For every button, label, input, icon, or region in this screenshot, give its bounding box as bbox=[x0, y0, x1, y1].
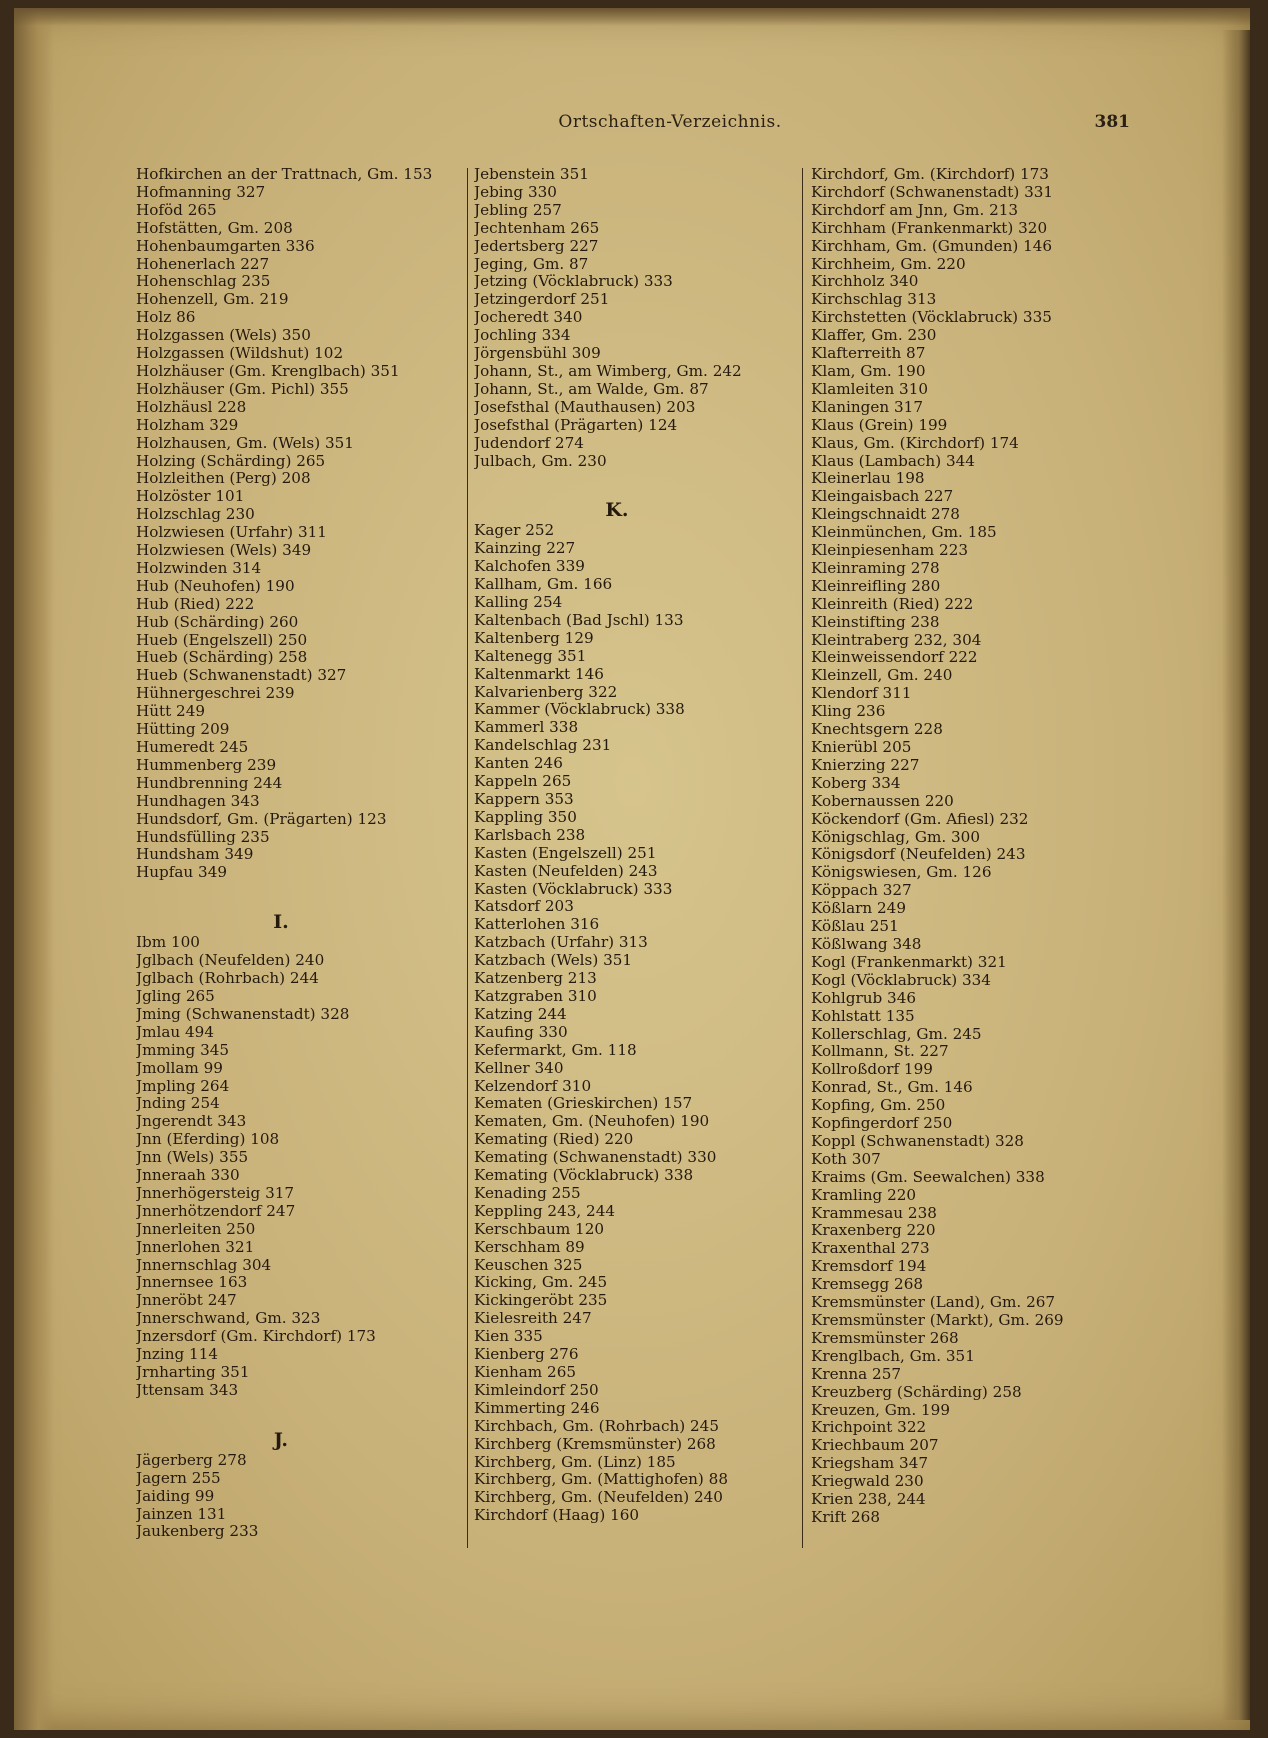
index-entry: Kogl (Frankenmarkt) 321 bbox=[811, 953, 1007, 971]
index-entry: Holz 86 bbox=[136, 309, 196, 327]
index-entry: Kammerl 338 bbox=[474, 719, 579, 737]
index-entry: Jeging, Gm. 87 bbox=[474, 255, 589, 273]
index-entry: Hupfau 349 bbox=[136, 864, 228, 882]
index-entry: Kammer (Vöcklabruck) 338 bbox=[474, 701, 685, 719]
index-entry: Kollerschlag, Gm. 245 bbox=[811, 1025, 982, 1043]
index-entry: Jaiding 99 bbox=[136, 1487, 215, 1505]
index-entry: Kleinraming 278 bbox=[811, 559, 940, 577]
index-entry: Hub (Schärding) 260 bbox=[136, 613, 299, 631]
index-entry: Holzhäuser (Gm. Pichl) 355 bbox=[136, 380, 349, 398]
index-entry: Hueb (Engelszell) 250 bbox=[136, 631, 308, 649]
index-entry: Kicking, Gm. 245 bbox=[474, 1274, 608, 1292]
index-entry: Jnnerhötzendorf 247 bbox=[136, 1202, 296, 1220]
index-entry: Krammesau 238 bbox=[811, 1204, 937, 1222]
index-entry: Kleingaisbach 227 bbox=[811, 488, 954, 506]
index-entry: Kirchdorf (Schwanenstadt) 331 bbox=[811, 183, 1054, 201]
index-entry: Holzgassen (Wels) 350 bbox=[136, 327, 311, 345]
index-entry: Kleinstifting 238 bbox=[811, 613, 940, 631]
index-entry: Kößlwang 348 bbox=[811, 935, 922, 953]
index-entry: Hohenschlag 235 bbox=[136, 273, 271, 291]
index-entry: Kramling 220 bbox=[811, 1186, 917, 1204]
index-entry: Jnneraah 330 bbox=[136, 1167, 240, 1185]
index-entry: Holzwiesen (Urfahr) 311 bbox=[136, 524, 327, 542]
index-entry: Königsdorf (Neufelden) 243 bbox=[811, 846, 1026, 864]
index-entry: Jttensam 343 bbox=[136, 1381, 239, 1399]
index-entry: Keppling 243, 244 bbox=[474, 1202, 616, 1220]
index-entry: Jnn (Wels) 355 bbox=[136, 1149, 249, 1167]
index-entry: Kleinreith (Ried) 222 bbox=[811, 595, 974, 613]
index-entry: Holzschlag 230 bbox=[136, 506, 255, 524]
index-entry: Köckendorf (Gm. Afiesl) 232 bbox=[811, 810, 1029, 828]
index-entry: Jnzersdorf (Gm. Kirchdorf) 173 bbox=[136, 1328, 376, 1346]
index-entry: Kalling 254 bbox=[474, 594, 563, 612]
index-entry: Kleinreifling 280 bbox=[811, 577, 941, 595]
index-entry: Klaus (Lambach) 344 bbox=[811, 452, 975, 470]
index-entry: Kemating (Ried) 220 bbox=[474, 1131, 634, 1149]
index-entry: Krien 238, 244 bbox=[811, 1491, 926, 1509]
index-entry: Koberg 334 bbox=[811, 774, 901, 792]
index-entry: Kerschbaum 120 bbox=[474, 1220, 605, 1238]
index-entry: Kallham, Gm. 166 bbox=[474, 576, 613, 594]
index-entry: Kremsmünster (Land), Gm. 267 bbox=[811, 1294, 1056, 1312]
index-entry: Hofstätten, Gm. 208 bbox=[136, 219, 293, 237]
index-entry: Klaus (Grein) 199 bbox=[811, 416, 948, 434]
index-entry: Josefsthal (Prägarten) 124 bbox=[474, 416, 678, 434]
index-entry: Krenglbach, Gm. 351 bbox=[811, 1347, 975, 1365]
index-entry: Kaltenmarkt 146 bbox=[474, 665, 604, 683]
index-entry: Kremsdorf 194 bbox=[811, 1258, 927, 1276]
index-entry: Kremsegg 268 bbox=[811, 1276, 924, 1294]
index-entry: Hundsfülling 235 bbox=[136, 828, 270, 846]
index-entry: Kollroßdorf 199 bbox=[811, 1061, 933, 1079]
index-entry: Judendorf 274 bbox=[474, 434, 584, 452]
index-entry: Jmming 345 bbox=[136, 1041, 230, 1059]
index-entry: Klaningen 317 bbox=[811, 398, 923, 416]
index-entry: Katzing 244 bbox=[474, 1005, 567, 1023]
index-entry: Holzwinden 314 bbox=[136, 559, 262, 577]
index-entry: Jmpling 264 bbox=[136, 1077, 230, 1095]
section-gap bbox=[136, 1400, 466, 1420]
index-entry: Kimmerting 246 bbox=[474, 1399, 600, 1417]
index-entry: Kleinweissendorf 222 bbox=[811, 649, 978, 667]
index-entry: Jägerberg 278 bbox=[136, 1451, 247, 1469]
index-entry: Kenading 255 bbox=[474, 1184, 581, 1202]
index-entry: Kirchham (Frankenmarkt) 320 bbox=[811, 219, 1048, 237]
index-entry: Hub (Ried) 222 bbox=[136, 595, 255, 613]
index-entry: Kleinmünchen, Gm. 185 bbox=[811, 524, 997, 542]
index-entry: Kematen (Grieskirchen) 157 bbox=[474, 1095, 693, 1113]
index-entry: Jnnernsee 163 bbox=[136, 1274, 248, 1292]
section-letter-heading: I. bbox=[273, 911, 289, 934]
index-entry: Jngerendt 343 bbox=[136, 1113, 247, 1131]
index-entry: Jnnerleiten 250 bbox=[136, 1220, 256, 1238]
section-gap bbox=[136, 882, 466, 902]
index-entry: Königswiesen, Gm. 126 bbox=[811, 864, 992, 882]
index-entry: Jnneröbt 247 bbox=[136, 1292, 237, 1310]
index-entry: Jnnerschwand, Gm. 323 bbox=[136, 1310, 321, 1328]
index-entry: Jörgensbühl 309 bbox=[474, 345, 601, 363]
index-entry: Kraims (Gm. Seewalchen) 338 bbox=[811, 1168, 1045, 1186]
index-entry: Kohlgrub 346 bbox=[811, 989, 917, 1007]
index-entry: Kielesreith 247 bbox=[474, 1310, 592, 1328]
index-entry: Kopfing, Gm. 250 bbox=[811, 1097, 946, 1115]
index-entry: Kandelschlag 231 bbox=[474, 737, 612, 755]
index-entry: Holzleithen (Perg) 208 bbox=[136, 470, 311, 488]
index-entry: Kriegwald 230 bbox=[811, 1473, 924, 1491]
index-entry: Hundhagen 343 bbox=[136, 792, 260, 810]
section-letter-heading: J. bbox=[273, 1428, 289, 1451]
index-entry: Hühnergeschrei 239 bbox=[136, 685, 295, 703]
index-entry: Kreuzberg (Schärding) 258 bbox=[811, 1383, 1022, 1401]
index-entry: Kalvarienberg 322 bbox=[474, 683, 618, 701]
index-entry: Jetzingerdorf 251 bbox=[474, 291, 610, 309]
index-entry: Kopfingerdorf 250 bbox=[811, 1115, 953, 1133]
index-entry: Hueb (Schärding) 258 bbox=[136, 649, 308, 667]
index-entry: Kirchschlag 313 bbox=[811, 291, 937, 309]
index-entry: Kaltenegg 351 bbox=[474, 647, 587, 665]
index-entry: Hofkirchen an der Trattnach, Gm. 153 bbox=[136, 166, 433, 183]
index-entry: Holzhäusl 228 bbox=[136, 398, 247, 416]
index-entry: Holzing (Schärding) 265 bbox=[136, 452, 326, 470]
index-entry: Kleinerlau 198 bbox=[811, 470, 925, 488]
index-entry: Hundsham 349 bbox=[136, 846, 254, 864]
index-entry: Kremsmünster 268 bbox=[811, 1329, 959, 1347]
index-entry: Jnnerlohen 321 bbox=[136, 1238, 255, 1256]
index-entry: Jagern 255 bbox=[136, 1469, 221, 1487]
index-entry: Johann, St., am Walde, Gm. 87 bbox=[474, 380, 709, 398]
index-column-2 bbox=[474, 166, 800, 1525]
index-entry: Kirchham, Gm. (Gmunden) 146 bbox=[811, 237, 1053, 255]
index-entry: Humeredt 245 bbox=[136, 739, 249, 756]
index-entry: Hohenerlach 227 bbox=[136, 255, 270, 273]
index-entry: Kirchberg, Gm. (Mattighofen) 88 bbox=[474, 1471, 728, 1489]
index-entry: Kaltenberg 129 bbox=[474, 629, 594, 647]
index-entry: Jebenstein 351 bbox=[474, 166, 589, 183]
index-entry: Hütt 249 bbox=[136, 703, 206, 721]
index-entry: Kemating (Schwanenstadt) 330 bbox=[474, 1149, 717, 1167]
index-entry: Kraxenberg 220 bbox=[811, 1222, 936, 1240]
index-entry: Holzgassen (Wildshut) 102 bbox=[136, 345, 344, 363]
index-entry: Kirchholz 340 bbox=[811, 273, 919, 291]
index-entry: Kienham 265 bbox=[474, 1364, 577, 1381]
index-entry: Ibm 100 bbox=[136, 934, 200, 952]
index-entry: Kirchstetten (Vöcklabruck) 335 bbox=[811, 309, 1052, 327]
index-entry: Kleintraberg 232, 304 bbox=[811, 631, 982, 649]
index-entry: Jaukenberg 233 bbox=[136, 1523, 259, 1541]
index-entry: Knechtsgern 228 bbox=[811, 721, 943, 739]
index-entry: Kappeln 265 bbox=[474, 773, 572, 791]
index-entry: Kickingeröbt 235 bbox=[474, 1292, 608, 1310]
index-entry: Klam, Gm. 190 bbox=[811, 362, 926, 380]
index-column-3 bbox=[811, 166, 1141, 1527]
page-number: 381 bbox=[1094, 112, 1130, 132]
index-entry: Jglbach (Rohrbach) 244 bbox=[136, 970, 319, 988]
index-entry: Kleinpiesenham 223 bbox=[811, 542, 969, 560]
index-entry: Kollmann, St. 227 bbox=[811, 1043, 949, 1061]
index-entry: Klamleiten 310 bbox=[811, 380, 929, 398]
index-entry: Kellner 340 bbox=[474, 1059, 564, 1077]
index-entry: Kerschham 89 bbox=[474, 1238, 585, 1256]
index-entry: Klendorf 311 bbox=[811, 685, 912, 703]
index-entry: Kematen, Gm. (Neuhofen) 190 bbox=[474, 1113, 710, 1131]
index-entry: Kogl (Vöcklabruck) 334 bbox=[811, 971, 991, 989]
index-entry: Königschlag, Gm. 300 bbox=[811, 828, 980, 846]
index-entry: Karlsbach 238 bbox=[474, 826, 586, 844]
index-entry: Kößlarn 249 bbox=[811, 900, 906, 918]
index-entry: Krift 268 bbox=[811, 1508, 881, 1526]
index-entry: Katzgraben 310 bbox=[474, 987, 597, 1005]
index-entry: Holzhausen, Gm. (Wels) 351 bbox=[136, 434, 354, 452]
index-entry: Kriechbaum 207 bbox=[811, 1437, 939, 1455]
index-entry: Hoföd 265 bbox=[136, 201, 217, 219]
index-entry: Katterlohen 316 bbox=[474, 916, 600, 934]
page-right-edge bbox=[1222, 30, 1250, 1720]
index-entry: Hummenberg 239 bbox=[136, 756, 277, 774]
index-entry: Klaffer, Gm. 230 bbox=[811, 327, 937, 345]
index-entry: Holzham 329 bbox=[136, 416, 239, 434]
index-entry: Krenna 257 bbox=[811, 1365, 902, 1383]
index-entry: Julbach, Gm. 230 bbox=[474, 452, 607, 470]
index-entry: Josefsthal (Mauthausen) 203 bbox=[474, 398, 696, 416]
index-entry: Jnnernschlag 304 bbox=[136, 1256, 272, 1274]
index-entry: Jnding 254 bbox=[136, 1095, 220, 1113]
index-entry: Jechtenham 265 bbox=[474, 219, 600, 237]
index-entry: Kappling 350 bbox=[474, 808, 577, 826]
index-entry: Kraxenthal 273 bbox=[811, 1240, 930, 1258]
index-entry: Köppach 327 bbox=[811, 882, 912, 900]
index-entry: Kößlau 251 bbox=[811, 918, 899, 936]
index-entry: Kalchofen 339 bbox=[474, 558, 585, 576]
index-entry: Hueb (Schwanenstadt) 327 bbox=[136, 667, 347, 685]
index-entry: Hohenbaumgarten 336 bbox=[136, 237, 315, 255]
index-entry: Jglbach (Neufelden) 240 bbox=[136, 952, 325, 970]
index-entry: Kreuzen, Gm. 199 bbox=[811, 1401, 950, 1419]
index-entry: Jainzen 131 bbox=[136, 1505, 227, 1523]
index-entry: Katzbach (Urfahr) 313 bbox=[474, 934, 648, 952]
index-entry: Jebing 330 bbox=[474, 183, 557, 201]
index-entry: Koth 307 bbox=[811, 1150, 881, 1168]
index-entry: Kirchberg (Kremsmünster) 268 bbox=[474, 1435, 716, 1453]
index-entry: Koppl (Schwanenstadt) 328 bbox=[811, 1132, 1024, 1150]
index-entry: Jnnerhögersteig 317 bbox=[136, 1184, 295, 1202]
index-entry: Krichpoint 322 bbox=[811, 1419, 927, 1437]
index-entry: Kaufing 330 bbox=[474, 1023, 568, 1041]
index-entry: Jnzing 114 bbox=[136, 1346, 219, 1364]
index-entry: Jmlau 494 bbox=[136, 1023, 214, 1041]
section-gap bbox=[474, 470, 800, 490]
index-entry: Kemating (Vöcklabruck) 338 bbox=[474, 1167, 694, 1185]
index-entry: Kainzing 227 bbox=[474, 540, 576, 558]
index-entry: Jrnharting 351 bbox=[136, 1364, 250, 1381]
index-entry: Jedertsberg 227 bbox=[474, 237, 599, 255]
book-spine-shadow bbox=[14, 8, 54, 1730]
index-entry: Hundsdorf, Gm. (Prägarten) 123 bbox=[136, 810, 387, 828]
index-entry: Kleinzell, Gm. 240 bbox=[811, 667, 953, 685]
index-entry: Keuschen 325 bbox=[474, 1256, 583, 1274]
column-divider bbox=[467, 168, 468, 1548]
index-entry: Katsdorf 203 bbox=[474, 898, 574, 916]
index-entry: Jgling 265 bbox=[136, 987, 215, 1005]
index-entry: Klaus, Gm. (Kirchdorf) 174 bbox=[811, 434, 1019, 452]
index-entry: Kaltenbach (Bad Jschl) 133 bbox=[474, 611, 684, 629]
index-entry: Jming (Schwanenstadt) 328 bbox=[136, 1005, 350, 1023]
column-divider bbox=[802, 168, 803, 1548]
index-entry: Hohenzell, Gm. 219 bbox=[136, 291, 289, 309]
index-entry: Jebling 257 bbox=[474, 201, 562, 219]
index-entry: Holzöster 101 bbox=[136, 488, 245, 506]
index-entry: Jmollam 99 bbox=[136, 1059, 223, 1077]
index-entry: Jetzing (Vöcklabruck) 333 bbox=[474, 273, 673, 291]
page-title: Ortschaften-Verzeichnis. bbox=[558, 112, 782, 132]
index-entry: Kasten (Vöcklabruck) 333 bbox=[474, 880, 673, 898]
index-entry: Kirchdorf, Gm. (Kirchdorf) 173 bbox=[811, 166, 1049, 183]
index-entry: Kirchbach, Gm. (Rohrbach) 245 bbox=[474, 1417, 720, 1435]
index-entry: Holzhäuser (Gm. Krenglbach) 351 bbox=[136, 362, 400, 380]
index-entry: Kohlstatt 135 bbox=[811, 1007, 915, 1025]
index-entry: Kimleindorf 250 bbox=[474, 1381, 599, 1399]
index-entry: Kling 236 bbox=[811, 703, 886, 721]
index-entry: Kirchberg, Gm. (Linz) 185 bbox=[474, 1453, 676, 1471]
index-column-1 bbox=[136, 166, 466, 1541]
index-entry: Kienberg 276 bbox=[474, 1346, 579, 1364]
index-entry: Kelzendorf 310 bbox=[474, 1077, 592, 1095]
section-letter-heading: K. bbox=[605, 499, 629, 522]
index-entry: Kien 335 bbox=[474, 1328, 543, 1346]
index-entry: Jochling 334 bbox=[474, 327, 571, 345]
index-entry: Kasten (Engelszell) 251 bbox=[474, 844, 657, 862]
index-entry: Jocheredt 340 bbox=[474, 309, 583, 327]
index-entry: Holzwiesen (Wels) 349 bbox=[136, 542, 312, 560]
index-entry: Katzenberg 213 bbox=[474, 970, 597, 988]
index-entry: Johann, St., am Wimberg, Gm. 242 bbox=[474, 362, 742, 380]
index-entry: Kirchberg, Gm. (Neufelden) 240 bbox=[474, 1489, 723, 1507]
index-entry: Hofmanning 327 bbox=[136, 183, 266, 201]
index-entry: Hundbrenning 244 bbox=[136, 774, 283, 792]
index-entry: Kobernaussen 220 bbox=[811, 792, 954, 810]
index-entry: Kasten (Neufelden) 243 bbox=[474, 862, 658, 880]
index-entry: Konrad, St., Gm. 146 bbox=[811, 1079, 973, 1097]
index-entry: Kefermarkt, Gm. 118 bbox=[474, 1041, 637, 1059]
page-top-edge bbox=[14, 8, 1250, 26]
index-entry: Klafterreith 87 bbox=[811, 345, 926, 363]
index-entry: Kanten 246 bbox=[474, 755, 563, 773]
index-entry: Kleingschnaidt 278 bbox=[811, 506, 960, 524]
index-entry: Kappern 353 bbox=[474, 791, 574, 808]
index-entry: Katzbach (Wels) 351 bbox=[474, 952, 633, 970]
index-entry: Knierübl 205 bbox=[811, 739, 912, 756]
index-entry: Hütting 209 bbox=[136, 721, 230, 739]
index-entry: Kirchheim, Gm. 220 bbox=[811, 255, 966, 273]
index-entry: Kriegsham 347 bbox=[811, 1455, 929, 1473]
index-entry: Kremsmünster (Markt), Gm. 269 bbox=[811, 1312, 1064, 1329]
index-entry: Jnn (Eferding) 108 bbox=[136, 1131, 280, 1149]
index-entry: Hub (Neuhofen) 190 bbox=[136, 577, 295, 595]
index-entry: Kirchdorf am Jnn, Gm. 213 bbox=[811, 201, 1019, 219]
index-entry: Kirchdorf (Haag) 160 bbox=[474, 1507, 640, 1525]
index-entry: Kager 252 bbox=[474, 522, 555, 540]
index-entry: Knierzing 227 bbox=[811, 756, 920, 774]
